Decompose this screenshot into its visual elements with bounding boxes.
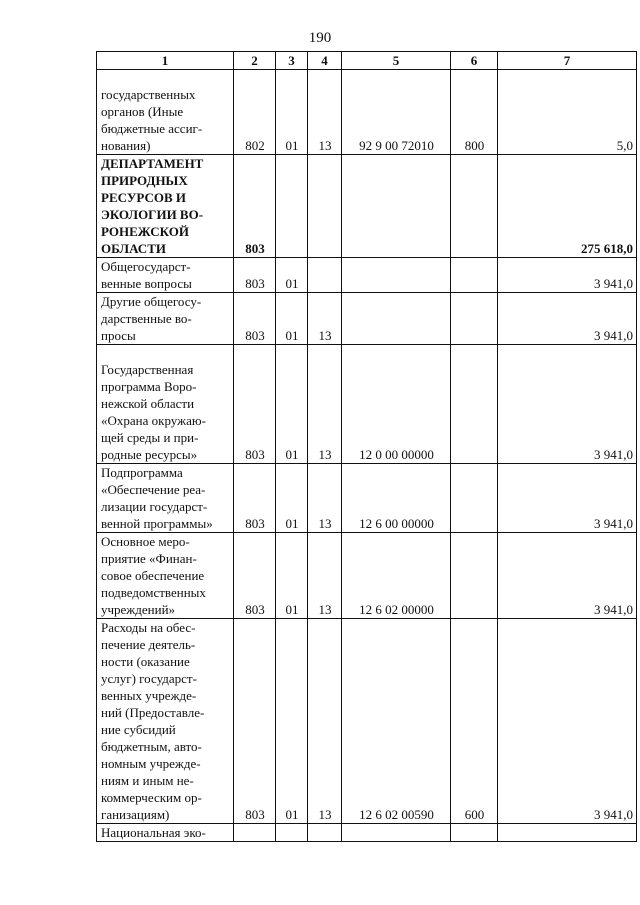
row-expense-type-cell — [451, 293, 498, 345]
row-expense-type-cell: 600 — [451, 619, 498, 824]
row-amount-cell: 3 941,0 — [498, 258, 637, 293]
row-subsection-cell: 13 — [308, 293, 342, 345]
column-header-7: 7 — [498, 52, 637, 70]
table-row — [97, 70, 637, 155]
column-header-4: 4 — [308, 52, 342, 70]
table-row — [97, 533, 637, 619]
row-name-text: государственных органов (Иные бюджетные ассиг- нования) — [101, 87, 203, 153]
row-name-cell — [97, 258, 234, 293]
row-subsection-cell: 13 — [308, 619, 342, 824]
row-expense-type-cell — [451, 258, 498, 293]
row-name-cell — [97, 824, 234, 842]
row-grbs-cell: 803 — [234, 293, 276, 345]
row-expense-type-cell — [451, 155, 498, 258]
row-section-cell — [276, 824, 308, 842]
row-grbs-cell — [234, 824, 276, 842]
row-name-text: ДЕПАРТАМЕНТ ПРИРОДНЫХ РЕСУРСОВ И ЭКОЛОГИИ ВО- РОНЕЖСКОЙ ОБЛАСТИ — [101, 156, 204, 256]
row-subsection-cell — [308, 258, 342, 293]
row-grbs-cell: 803 — [234, 619, 276, 824]
row-name-cell — [97, 70, 234, 155]
row-name-text: Национальная эко- — [101, 825, 206, 840]
row-subsection-cell: 13 — [308, 345, 342, 464]
column-header-5: 5 — [342, 52, 451, 70]
row-section-cell: 01 — [276, 70, 308, 155]
column-header-3: 3 — [276, 52, 308, 70]
column-header-1: 1 — [97, 52, 234, 70]
column-header-2: 2 — [234, 52, 276, 70]
row-amount-cell: 275 618,0 — [498, 155, 637, 258]
row-name-cell — [97, 619, 234, 824]
row-section-cell: 01 — [276, 345, 308, 464]
table-row — [97, 824, 637, 842]
table-row — [97, 258, 637, 293]
row-target-article-cell: 92 9 00 72010 — [342, 70, 451, 155]
table-row — [97, 155, 637, 258]
row-amount-cell: 3 941,0 — [498, 464, 637, 533]
row-target-article-cell: 12 6 00 00000 — [342, 464, 451, 533]
page-number: 190 — [308, 30, 332, 46]
row-amount-cell — [498, 824, 637, 842]
row-expense-type-cell — [451, 345, 498, 464]
row-amount-cell: 3 941,0 — [498, 345, 637, 464]
row-grbs-cell: 803 — [234, 464, 276, 533]
row-amount-cell: 3 941,0 — [498, 533, 637, 619]
table-row — [97, 293, 637, 345]
row-name-text: Общегосударст- венные вопросы — [101, 259, 192, 291]
row-name-text: Основное меро- приятие «Финан- совое обеспечение подведомственных учреждений» — [101, 534, 206, 617]
row-subsection-cell: 13 — [308, 533, 342, 619]
row-section-cell — [276, 155, 308, 258]
table-header-row — [97, 52, 637, 70]
row-grbs-cell: 803 — [234, 533, 276, 619]
row-name-text: Подпрограмма «Обеспечение реа- лизации государст- венной программы» — [101, 465, 213, 531]
row-name-cell — [97, 345, 234, 464]
row-section-cell: 01 — [276, 293, 308, 345]
row-expense-type-cell: 800 — [451, 70, 498, 155]
row-name-text: Другие общегосу- дарственные во- просы — [101, 294, 202, 343]
row-name-text: Государственная программа Воро- нежской области «Охрана окружаю- щей среды и при- родные ресурсы» — [101, 362, 206, 462]
table-row — [97, 464, 637, 533]
row-name-cell — [97, 155, 234, 258]
row-target-article-cell — [342, 293, 451, 345]
row-expense-type-cell — [451, 464, 498, 533]
row-grbs-cell: 802 — [234, 70, 276, 155]
row-section-cell: 01 — [276, 258, 308, 293]
table-row — [97, 345, 637, 464]
row-expense-type-cell — [451, 824, 498, 842]
row-grbs-cell: 803 — [234, 258, 276, 293]
row-amount-cell: 3 941,0 — [498, 293, 637, 345]
row-grbs-cell: 803 — [234, 155, 276, 258]
row-subsection-cell — [308, 824, 342, 842]
row-expense-type-cell — [451, 533, 498, 619]
row-section-cell: 01 — [276, 533, 308, 619]
row-amount-cell: 5,0 — [498, 70, 637, 155]
row-target-article-cell — [342, 258, 451, 293]
row-subsection-cell: 13 — [308, 464, 342, 533]
row-target-article-cell — [342, 824, 451, 842]
row-target-article-cell: 12 6 02 00590 — [342, 619, 451, 824]
budget-table — [96, 51, 637, 842]
row-amount-cell: 3 941,0 — [498, 619, 637, 824]
row-target-article-cell: 12 6 02 00000 — [342, 533, 451, 619]
row-target-article-cell: 12 0 00 00000 — [342, 345, 451, 464]
row-grbs-cell: 803 — [234, 345, 276, 464]
row-name-cell — [97, 464, 234, 533]
column-header-6: 6 — [451, 52, 498, 70]
row-name-text: Расходы на обес- печение деятель- ности (оказание услуг) государст- венных учрежде- ний (Предоставле- ние субсидий бюджетным, авто- номным учрежде- ниям и иным не- коммерческим ор- ганизациям) — [101, 620, 205, 822]
row-target-article-cell — [342, 155, 451, 258]
table-row — [97, 619, 637, 824]
row-subsection-cell: 13 — [308, 70, 342, 155]
row-section-cell: 01 — [276, 464, 308, 533]
row-name-cell — [97, 293, 234, 345]
row-subsection-cell — [308, 155, 342, 258]
row-section-cell: 01 — [276, 619, 308, 824]
row-name-cell — [97, 533, 234, 619]
